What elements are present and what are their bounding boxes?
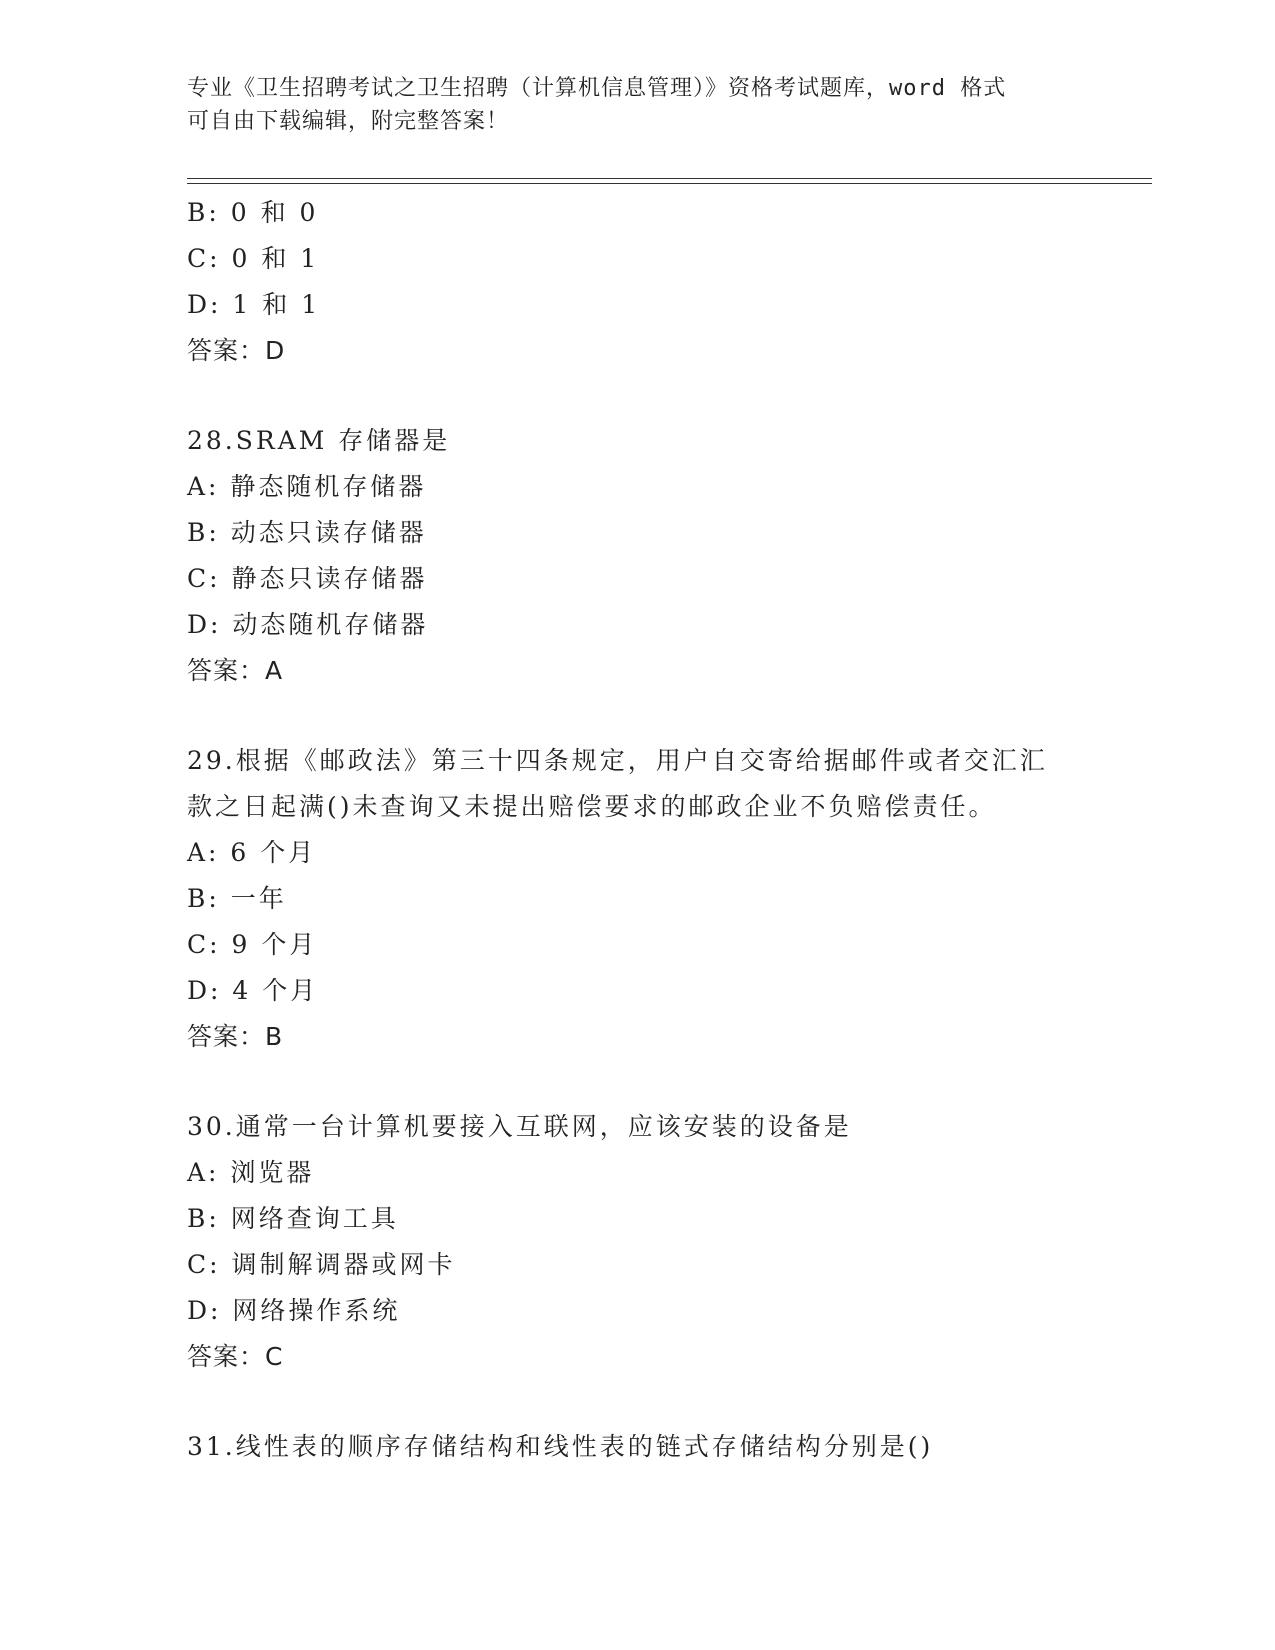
header-line-1: 专业《卫生招聘考试之卫生招聘（计算机信息管理）》资格考试题库，word 格式	[187, 76, 1007, 101]
header-rule-top	[187, 178, 1152, 179]
option-d: D: 动态随机存储器	[187, 610, 429, 639]
question-block-28	[187, 418, 1087, 694]
question-block-29	[187, 738, 1087, 1060]
question-stem-line-2: 款之日起满()未查询又未提出赔偿要求的邮政企业不负赔偿责任。	[187, 792, 997, 821]
option-d: D: 1 和 1	[187, 290, 321, 319]
question-block-30	[187, 1104, 1087, 1380]
option-d: D: 网络操作系统	[187, 1296, 401, 1325]
question-block-31	[187, 1424, 1087, 1470]
option-b: B: 动态只读存储器	[187, 518, 427, 547]
question-stem: 30.通常一台计算机要接入互联网，应该安装的设备是	[187, 1112, 852, 1141]
answer-label: 答案：D	[187, 336, 286, 365]
answer-label: 答案：A	[187, 656, 284, 685]
question-list	[187, 190, 1087, 1470]
question-block-prev	[187, 190, 1087, 374]
document-header	[187, 72, 1087, 138]
question-stem-line-1: 29.根据《邮政法》第三十四条规定，用户自交寄给据邮件或者交汇汇	[187, 746, 1048, 775]
option-a: A: 6 个月	[187, 838, 317, 867]
answer-label: 答案：C	[187, 1342, 284, 1371]
option-c: C: 静态只读存储器	[187, 564, 428, 593]
answer-label: 答案：B	[187, 1022, 284, 1051]
option-c: C: 0 和 1	[187, 244, 320, 273]
header-line-2: 可自由下载编辑，附完整答案！	[187, 109, 510, 134]
option-d: D: 4 个月	[187, 976, 319, 1005]
question-stem: 28.SRAM 存储器是	[187, 426, 451, 455]
option-b: B: 0 和 0	[187, 198, 319, 227]
option-a: A: 浏览器	[187, 1158, 315, 1187]
option-c: C: 9 个月	[187, 930, 318, 959]
option-a: A: 静态随机存储器	[187, 472, 427, 501]
question-stem: 31.线性表的顺序存储结构和线性表的链式存储结构分别是()	[187, 1432, 934, 1461]
option-c: C: 调制解调器或网卡	[187, 1250, 456, 1279]
option-b: B: 一年	[187, 884, 287, 913]
header-rule-bottom	[187, 183, 1152, 184]
option-b: B: 网络查询工具	[187, 1204, 399, 1233]
